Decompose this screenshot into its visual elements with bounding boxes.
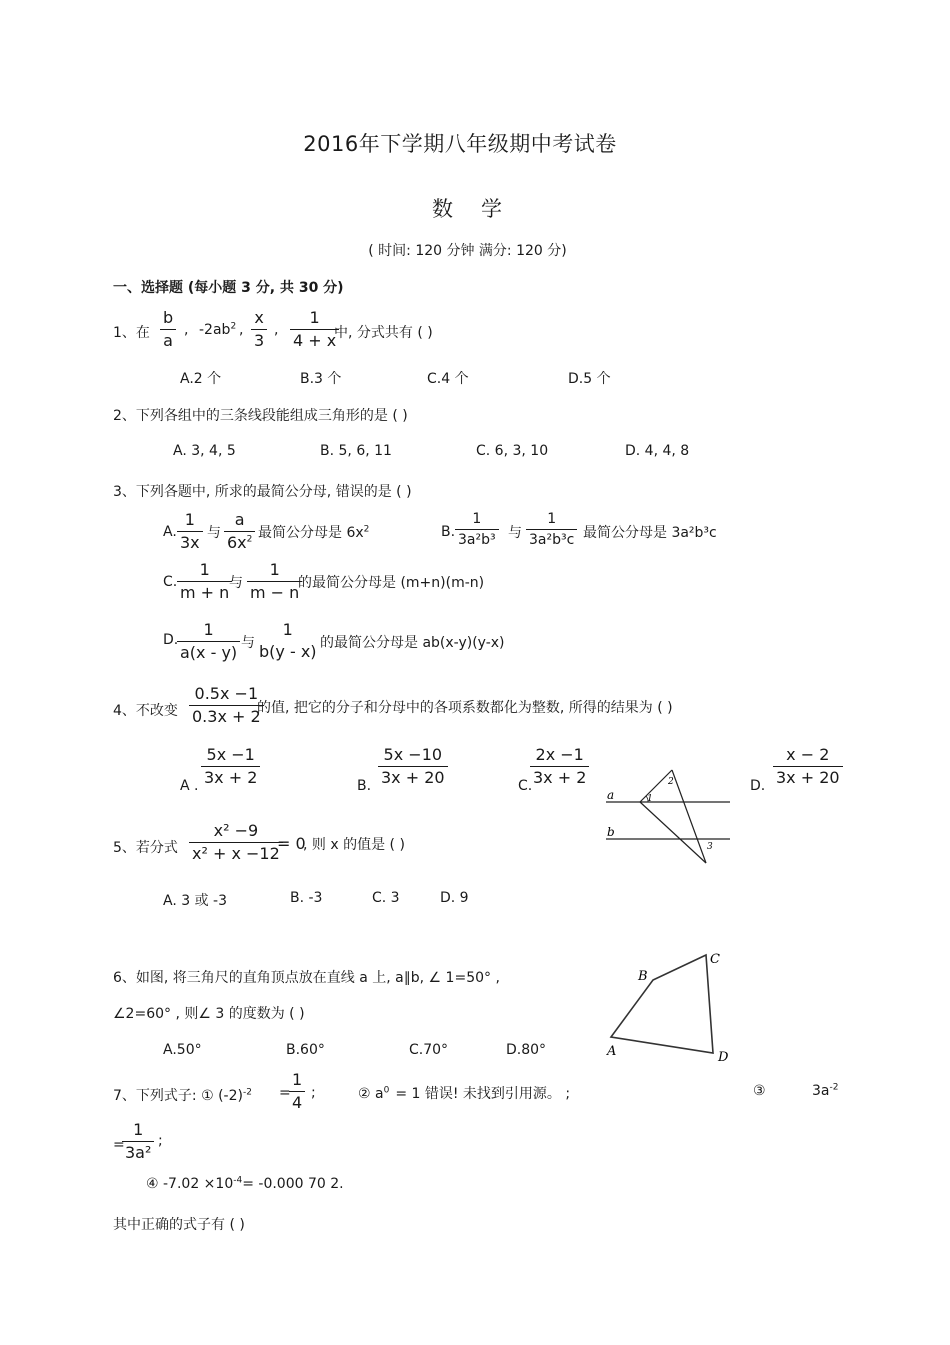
q4c-fraction — [530, 747, 589, 786]
q7-sup-1: -2 — [242, 1087, 252, 1098]
q3d-f1-num: 1 — [203, 620, 214, 639]
q1-fraction-3 — [290, 310, 339, 349]
label-vertex-b: B — [638, 969, 648, 984]
q3a-f2-num: a — [234, 510, 245, 529]
q2-option-c[interactable]: C. 6, 3, 10 — [476, 443, 549, 459]
q1-f3-den: 4 + x — [290, 329, 339, 349]
q2-option-d[interactable]: D. 4, 4, 8 — [625, 443, 690, 459]
q1-sep-2: , — [239, 322, 244, 338]
q3b-label: B. — [441, 524, 456, 540]
q7-item2-eq: = 1 错误! 未找到引用源。 ; — [395, 1086, 571, 1102]
q3c-fraction-2 — [247, 562, 302, 601]
q3a-label: A. — [163, 524, 177, 540]
q3d-fraction-2 — [256, 622, 320, 660]
q6-option-c[interactable]: C.70° — [409, 1042, 449, 1058]
subject-title: 数学 — [432, 197, 530, 221]
q3a-f1-num: 1 — [184, 510, 195, 529]
q1-fraction-1 — [160, 310, 176, 349]
q5-f-num: x² −9 — [213, 821, 259, 840]
q7-item4-tail: = -0.000 70 2. — [242, 1176, 344, 1192]
q3b-mid: 与 — [508, 525, 522, 541]
q6-option-a[interactable]: A.50° — [163, 1042, 202, 1058]
q4-f-num: 0.5x −1 — [194, 684, 259, 703]
q3c-f2-num: 1 — [269, 560, 280, 579]
parallel-lines-figure — [600, 762, 740, 868]
q4d-num: x − 2 — [786, 745, 830, 764]
label-angle-3: 3 — [707, 842, 713, 852]
q3c-f2-den: m − n — [247, 581, 302, 601]
label-a: a — [607, 788, 615, 802]
q3a-fraction-2 — [224, 512, 255, 551]
q1-f2-num: x — [254, 308, 264, 327]
q7-f3-den: 3a² — [122, 1141, 154, 1161]
q1-suffix: 中, 分式共有 ( ) — [334, 325, 433, 341]
q5-option-b[interactable]: B. -3 — [290, 890, 323, 906]
q7-item-3-expr — [812, 1083, 838, 1099]
q1-f3-num: 1 — [309, 308, 320, 327]
q2-option-b[interactable]: B. 5, 6, 11 — [320, 443, 392, 459]
q4b-fraction — [378, 747, 448, 786]
q4d-fraction — [773, 747, 843, 786]
q4b-num: 5x −10 — [383, 745, 443, 764]
q5-option-a[interactable]: A. 3 或 -3 — [163, 893, 227, 909]
q3d-f2-den: b(y - x) — [259, 642, 317, 661]
triangle-side-3 — [640, 802, 706, 863]
q7-item3-text: 3a — [812, 1083, 830, 1099]
q4b-den: 3x + 20 — [378, 766, 448, 786]
q7-item4-text: ④ -7.02 ×10 — [146, 1176, 234, 1192]
q1-sep-3: , — [274, 322, 279, 338]
q7-f3-num: 1 — [133, 1120, 144, 1139]
q3a-f2-den-wrap — [224, 531, 255, 551]
q1-term-2 — [199, 322, 236, 338]
q7-eq-3: = — [113, 1137, 125, 1153]
q3a-f1-den: 3x — [177, 531, 203, 551]
q3a-mid: 与 — [207, 525, 221, 541]
q6-line-1: 6、如图, 将三角尺的直角顶点放在直线 a 上, a∥b, ∠ 1=50° , — [113, 970, 500, 986]
q7-footer: 其中正确的式子有 ( ) — [113, 1217, 245, 1233]
q6-option-b[interactable]: B.60° — [286, 1042, 325, 1058]
q1-option-d[interactable]: D.5 个 — [568, 371, 611, 387]
q3c-tail: 的最简公分母是 (m+n)(m-n) — [298, 575, 485, 591]
q4-f-den: 0.3x + 2 — [189, 705, 264, 725]
q3a-f2-den-sup: 2 — [246, 534, 253, 545]
q3d-label: D. — [163, 632, 179, 648]
q3b-f2-num: 1 — [547, 511, 557, 527]
label-vertex-d: D — [718, 1050, 729, 1065]
q3a-tail-text: 最简公分母是 6x — [258, 525, 364, 541]
q3b-f1-num: 1 — [472, 511, 482, 527]
q3a-tail — [258, 522, 369, 542]
quadrilateral-figure — [603, 945, 738, 1067]
q5-option-d[interactable]: D. 9 — [440, 890, 469, 906]
q7-semi-1: ; — [311, 1085, 316, 1101]
q6-option-d[interactable]: D.80° — [506, 1042, 547, 1058]
q1-term2-text: -2ab — [199, 322, 231, 338]
q4a-den: 3x + 2 — [201, 766, 260, 786]
label-angle-1: 1 — [647, 794, 653, 804]
q5-prefix: 5、若分式 — [113, 840, 178, 856]
q7-f1-den: 4 — [289, 1091, 305, 1111]
q1-option-b[interactable]: B.3 个 — [300, 371, 342, 387]
q7-sup-3: -2 — [829, 1082, 839, 1093]
q7-semi-3: ; — [158, 1133, 163, 1149]
q4c-den: 3x + 2 — [530, 766, 589, 786]
q4d-den: 3x + 20 — [773, 766, 843, 786]
q4-prefix: 4、不改变 — [113, 703, 178, 719]
q1-f2-den: 3 — [251, 329, 267, 349]
label-angle-2: 2 — [668, 777, 674, 787]
q3b-f1-den: 3a²b³ — [455, 529, 499, 547]
q4a-fraction — [201, 747, 260, 786]
q3a-f2-den: 6x — [227, 533, 247, 552]
q4-fraction — [189, 686, 264, 725]
q3b-fraction-1 — [455, 512, 499, 547]
q1-sep-1: , — [184, 322, 189, 338]
q7-sup-4: -4 — [233, 1175, 243, 1186]
q4c-num: 2x −1 — [535, 745, 584, 764]
q3b-fraction-2 — [526, 512, 577, 547]
q1-option-c[interactable]: C.4 个 — [427, 371, 469, 387]
q7-f1-num: 1 — [292, 1070, 303, 1089]
q3c-f1-den: m + n — [177, 581, 232, 601]
q4b-label: B. — [357, 778, 372, 794]
triangle-side-2 — [672, 770, 706, 863]
q7-item2-text: ② a — [358, 1086, 384, 1102]
q1-prefix: 1、在 — [113, 325, 150, 341]
q1-term2-sup: 2 — [230, 321, 237, 332]
q7-fraction-1 — [289, 1072, 305, 1111]
q7-item-3-marker: ③ — [753, 1083, 766, 1099]
q3d-tail: 的最简公分母是 ab(x-y)(y-x) — [320, 635, 505, 651]
q3d-fraction-1 — [177, 622, 240, 661]
q7-eq-1: = — [279, 1085, 291, 1101]
q5-f-den: x² + x −12 — [189, 842, 283, 862]
q1-option-a[interactable]: A.2 个 — [180, 371, 222, 387]
q1-fraction-2 — [251, 310, 267, 349]
q3c-fraction-1 — [177, 562, 232, 601]
q3a-fraction-1 — [177, 512, 203, 551]
q3d-f1-den: a(x - y) — [177, 641, 240, 661]
label-vertex-a: A — [607, 1044, 617, 1059]
label-vertex-c: C — [710, 952, 720, 967]
q7-item-2 — [358, 1083, 570, 1103]
quadrilateral-abcd — [611, 955, 713, 1053]
q6-line-2: ∠2=60° , 则∠ 3 的度数为 ( ) — [113, 1006, 305, 1022]
q3c-mid: 与 — [229, 575, 243, 591]
q3b-f2-den: 3a²b³c — [526, 529, 577, 547]
q5-fraction — [189, 823, 283, 862]
q7-prefix: 7、下列式子: ① (-2) — [113, 1088, 243, 1104]
q4-suffix: 的值, 把它的分子和分母中的各项系数都化为整数, 所得的结果为 ( ) — [257, 700, 673, 716]
q7-item-4 — [146, 1176, 344, 1192]
q3-text: 3、下列各题中, 所求的最简公分母, 错误的是 ( ) — [113, 484, 412, 500]
q7-fraction-3 — [122, 1122, 154, 1161]
q3d-f2-num: 1 — [282, 620, 293, 639]
q1-f1-num: b — [163, 308, 174, 327]
q5-option-c[interactable]: C. 3 — [372, 890, 400, 906]
q1-f1-den: a — [160, 329, 176, 349]
section-heading: 一、选择题 (每小题 3 分, 共 30 分) — [113, 280, 344, 296]
q3b-tail: 最简公分母是 3a²b³c — [583, 525, 717, 541]
q3a-tail-sup: 2 — [363, 524, 370, 535]
exam-title: 2016年下学期八年级期中考试卷 — [303, 132, 617, 156]
q4c-label: C. — [518, 778, 533, 794]
q3d-mid: 与 — [241, 635, 255, 651]
q7-item-1 — [113, 1085, 252, 1105]
q4d-label: D. — [750, 778, 766, 794]
q2-option-a[interactable]: A. 3, 4, 5 — [173, 443, 236, 459]
q5-suffix: , 则 x 的值是 ( ) — [303, 837, 405, 853]
q3c-label: C. — [163, 574, 178, 590]
q5-equals: = 0 — [277, 834, 306, 853]
q7-sup-2: 0 — [383, 1085, 390, 1096]
q4a-label: A . — [180, 778, 199, 794]
q3c-f1-num: 1 — [199, 560, 210, 579]
q4a-num: 5x −1 — [206, 745, 255, 764]
label-b: b — [607, 825, 615, 839]
q2-text: 2、下列各组中的三条线段能组成三角形的是 ( ) — [113, 408, 408, 424]
exam-info: ( 时间: 120 分钟 满分: 120 分) — [368, 243, 567, 259]
